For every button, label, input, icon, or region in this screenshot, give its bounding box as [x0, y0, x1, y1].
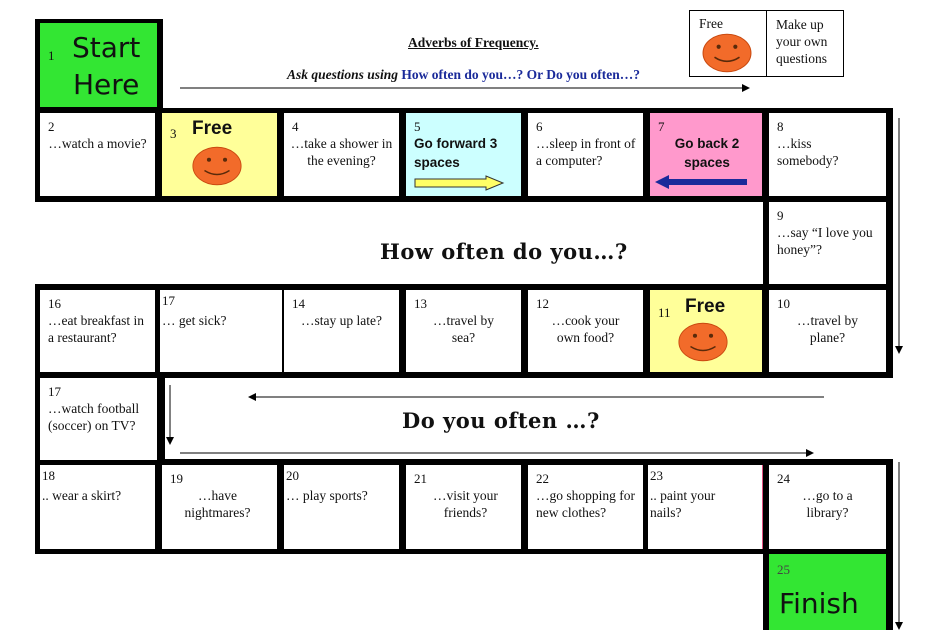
- square-5-go-forward[interactable]: [406, 113, 521, 196]
- arrow-left-icon: [655, 175, 747, 189]
- square-23[interactable]: [648, 465, 763, 549]
- legend-free-label: Free: [699, 16, 723, 31]
- square-13[interactable]: [406, 290, 521, 372]
- question-text: …go shopping for new clothes?: [536, 488, 635, 520]
- start-number: 1: [48, 48, 55, 63]
- square-10[interactable]: [769, 290, 886, 372]
- board-title: Adverbs of Frequency.: [408, 35, 539, 50]
- square-number: 12: [536, 296, 549, 311]
- square-19[interactable]: [162, 465, 277, 549]
- go-forward-text: Go forward 3 spaces: [414, 136, 498, 170]
- heading-do-you-often: Do you often …?: [402, 408, 600, 433]
- question-text: … get sick?: [162, 313, 227, 328]
- free-label: Free: [685, 296, 726, 317]
- square-16[interactable]: [40, 290, 155, 372]
- square-number: 21: [414, 471, 427, 486]
- square-number: 20: [286, 468, 299, 483]
- finish-number: 25: [777, 562, 790, 577]
- question-text: …eat breakfast in a restaurant?: [48, 313, 144, 345]
- question-text: …visit your friends?: [433, 488, 498, 520]
- square-number: 13: [414, 296, 427, 311]
- down-arrow-right-upper: [894, 118, 904, 354]
- square-18[interactable]: [40, 465, 155, 549]
- down-arrow-right-lower: [894, 462, 904, 630]
- square-15[interactable]: [160, 290, 282, 372]
- square-4[interactable]: [284, 113, 399, 196]
- square-number: 2: [48, 119, 55, 134]
- question-text: … play sports?: [286, 488, 368, 503]
- legend-make-up-text: Make up your own questions: [776, 17, 828, 66]
- board-instructions: [287, 67, 640, 83]
- square-number: 9: [777, 208, 784, 223]
- instructions-prefix: Ask questions using: [287, 67, 402, 82]
- legend-divider: [766, 11, 767, 76]
- square-number: 14: [292, 296, 305, 311]
- square-number: 24: [777, 471, 790, 486]
- square-number: 19: [170, 471, 183, 486]
- start-label: [72, 29, 140, 103]
- finish-square[interactable]: [769, 554, 886, 630]
- question-text: …travel by plane?: [796, 313, 859, 345]
- square-21[interactable]: [406, 465, 521, 549]
- square-12[interactable]: [528, 290, 643, 372]
- square-20[interactable]: [284, 465, 399, 549]
- question-text: …say “I love you honey”?: [777, 225, 873, 257]
- question-text: …travel by sea?: [432, 313, 495, 345]
- square-14[interactable]: [284, 290, 399, 372]
- down-arrow-left: [165, 385, 175, 445]
- start-label-line1: Start: [72, 31, 141, 64]
- square-number: 6: [536, 119, 543, 134]
- middle-right-arrow: [180, 448, 814, 458]
- legend-smiley-icon: [702, 33, 752, 73]
- question-text: …watch football (soccer) on TV?: [48, 401, 140, 433]
- square-9[interactable]: [769, 202, 886, 284]
- square-number: 18: [42, 468, 55, 483]
- instructions-questions: How often do you…? Or Do you often…?: [401, 67, 641, 82]
- square-number: 17: [162, 293, 175, 308]
- square-number: 10: [777, 296, 790, 311]
- question-text: …have nightmares?: [184, 488, 251, 520]
- arrow-right-icon: [414, 176, 504, 190]
- finish-label: Finish: [779, 587, 859, 620]
- start-label-line2: Here: [73, 68, 140, 101]
- question-text: …take a shower in the evening?: [290, 136, 393, 168]
- square-number: 23: [650, 468, 663, 483]
- square-7-go-back[interactable]: [650, 113, 762, 196]
- square-24[interactable]: [769, 465, 886, 549]
- square-2[interactable]: [40, 113, 155, 196]
- free-label: Free: [192, 118, 233, 139]
- smiley-icon: [192, 146, 242, 186]
- legend-box: [689, 10, 844, 77]
- square-number: 22: [536, 471, 549, 486]
- top-direction-arrow: [180, 83, 750, 93]
- square-number: 7: [658, 119, 665, 134]
- question-text: …stay up late?: [301, 313, 382, 328]
- square-8[interactable]: [769, 113, 886, 196]
- go-back-text: Go back 2 spaces: [674, 136, 740, 170]
- question-text: .. wear a skirt?: [42, 488, 122, 503]
- square-3-free[interactable]: [162, 113, 277, 196]
- start-square[interactable]: [40, 23, 157, 107]
- square-number: 16: [48, 296, 61, 311]
- question-text: …sleep in front of a computer?: [536, 136, 636, 168]
- square-number: 5: [414, 119, 421, 134]
- square-number: 17: [48, 384, 61, 399]
- square-number: 4: [292, 119, 299, 134]
- square-11-free[interactable]: [650, 290, 762, 372]
- question-text: …kiss somebody?: [777, 136, 839, 168]
- question-text: .. paint your nails?: [650, 488, 716, 520]
- square-6[interactable]: [528, 113, 643, 196]
- square-22[interactable]: [528, 465, 643, 549]
- square-number: 3: [170, 126, 177, 141]
- middle-left-arrow: [248, 392, 826, 402]
- square-number: 11: [658, 305, 671, 320]
- question-text: …go to a library?: [802, 488, 853, 520]
- question-text: …cook your own food?: [551, 313, 620, 345]
- square-17[interactable]: [40, 378, 157, 460]
- question-text: …watch a movie?: [48, 136, 147, 151]
- heading-how-often: How often do you…?: [380, 239, 628, 264]
- smiley-icon: [678, 322, 728, 362]
- square-number: 8: [777, 119, 784, 134]
